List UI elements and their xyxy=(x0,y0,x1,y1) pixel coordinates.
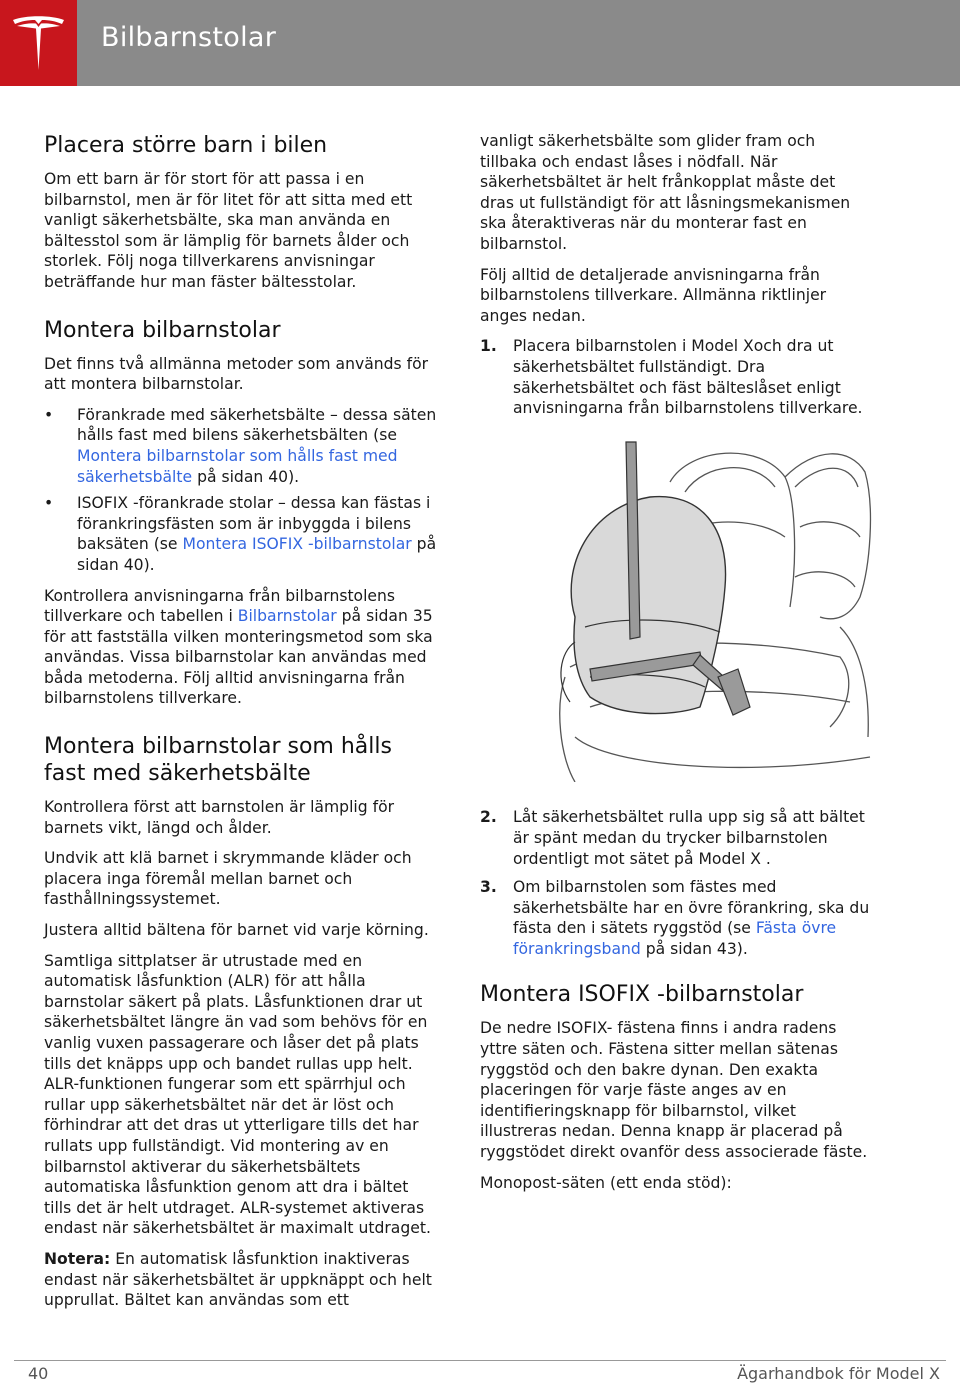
section-title-larger-children: Placera större barn i bilen xyxy=(44,133,328,158)
note-label: Notera: xyxy=(44,1249,111,1268)
child-seat-illustration xyxy=(550,437,875,782)
step-number: 3. xyxy=(480,878,497,897)
step-item: 1. Placera bilbarnstolen i Model Xoch dra ut säkerhetsbältet fullständigt. Dra säkerhetsbältet och fäst bälteslåset enligt anvisningarna från bilbarnstolens tillverkare. xyxy=(480,337,863,418)
page-title: Bilbarnstolar xyxy=(101,22,277,53)
paragraph: Kontrollera först att barnstolen är lämplig för barnets vikt, längd och ålder. xyxy=(44,798,395,837)
link-top-tether[interactable]: Fästa övre förankringsband xyxy=(513,919,837,958)
paragraph: vanligt säkerhetsbälte som glider fram och tillbaka och endast låses i nödfall. När säkerhetsbältet är helt frånkopplat måste det dras ut fullständigt för att låsningsmekanismen ska återaktiveras när du monterar fast en bilbarnstol. xyxy=(480,132,851,253)
paragraph: Undvik att klä barnet i skrymmande kläder och placera inga föremål mellan barnet och fasthållningssystemet. xyxy=(44,849,412,909)
section-title-belt-seats: Montera bilbarnstolar som hålls fast med säkerhetsbälte xyxy=(44,734,392,787)
paragraph: Monopost-säten (ett enda stöd): xyxy=(480,1173,732,1192)
steps-list xyxy=(480,336,872,418)
brand-logo xyxy=(0,0,77,86)
left-column xyxy=(44,128,440,1311)
step-item: 3. Om bilbarnstolen som fästes med säkerhetsbälte har en övre förankring, ska du fästa den i sätets ryggstöd (se Fästa övre förankringsband på sidan 43). xyxy=(480,878,870,958)
paragraph: Justera alltid bältena för barnet vid varje körning. xyxy=(44,921,429,940)
right-column xyxy=(480,131,872,1193)
list-item: • ISOFIX -förankrade stolar – dessa kan fästas i förankringsfästen som är inbyggda i bilens baksäten (se Montera ISOFIX -bilbarnstolar på sidan 40). xyxy=(44,494,437,574)
section-title-isofix: Montera ISOFIX -bilbarnstolar xyxy=(480,982,804,1008)
page-header xyxy=(0,0,960,86)
step-number: 1. xyxy=(480,337,497,356)
paragraph: Det finns två allmänna metoder som används för att montera bilbarnstolar. xyxy=(44,354,429,394)
manual-title: Ägarhandbok för Model X xyxy=(737,1364,940,1383)
step-item: 2. Låt säkerhetsbältet rulla upp sig så att bältet är spänt medan du trycker bilbarnstolen ordentligt mot sätet på Model X . xyxy=(480,808,865,868)
paragraph: Samtliga sittplatser är utrustade med en automatisk låsfunktion (ALR) för att hålla barnstolar säkert på plats. Låsfunktionen drar ut säkerhetsbältet längre än vad som behövs för en vanlig vuxen passagerare och låser det på plats tills det knäpps upp och bandet rullas upp helt. ALR-funktionen fungerar som ett spärrhjul och rullar upp säkerhetsbältet när det är löst och förhindrar att det dras ut ytterligare tills det har rullats upp fullständigt. Vid montering av en bilbarnstol aktiverar du säkerhetsbältets automatiska låsfunktion genom att dra i bältet tills det är helt utdraget. ALR-systemet aktiveras endast när säkerhetsbältet är maximalt utdraget. xyxy=(44,951,431,1238)
footer-divider xyxy=(14,1360,946,1361)
section-title-install-child-seats: Montera bilbarnstolar xyxy=(44,317,281,343)
link-child-seats-table[interactable]: Bilbarnstolar xyxy=(237,607,337,626)
paragraph: Om ett barn är för stort för att passa i en bilbarnstol, men är för litet för att sitta med ett vanligt säkerhetsbälte, ska man använda en bältesstol som är lämplig för barnets ålder och storlek. Följ noga tillverkarens anvisningar beträffande hur man fäster bältesstolar. xyxy=(44,170,413,291)
note-paragraph: Notera: En automatisk låsfunktion inaktiveras endast när säkerhetsbältet är uppknäppt och helt upprullat. Bältet kan användas som ett xyxy=(44,1249,432,1310)
link-belt-seats[interactable]: Montera bilbarnstolar som hålls fast med säkerhetsbälte xyxy=(77,446,398,486)
steps-list-continued xyxy=(480,807,872,959)
tesla-logo-icon xyxy=(11,14,66,72)
bullet-icon: • xyxy=(44,494,54,513)
link-isofix-seats[interactable]: Montera ISOFIX -bilbarnstolar xyxy=(182,535,412,554)
step-number: 2. xyxy=(480,808,497,827)
paragraph: Kontrollera anvisningarna från bilbarnstolens tillverkare och tabellen i Bilbarnstolar på sidan 35 för att fastställa vilken monteringsmetod som ska användas. Vissa bilbarnstolar kan användas med båda metoderna. Följ alltid anvisningarna från bilbarnstolens tillverkare. xyxy=(44,586,433,708)
paragraph: Följ alltid de detaljerade anvisningarna från bilbarnstolens tillverkare. Allmänna riktlinjer anges nedan. xyxy=(480,265,827,325)
paragraph: De nedre ISOFIX- fästena finns i andra radens yttre säten och. Fästena sitter mellan sätenas ryggstöd och den bakre dynan. Den exakta placeringen för varje fäste anges av en identifieringsknapp för bilbarnstol, vilket illustreras nedan. Denna knapp är placerad på ryggstödet direkt ovanför dess associerade fäste. xyxy=(480,1019,868,1162)
list-item: • Förankrade med säkerhetsbälte – dessa säten hålls fast med bilens säkerhetsbälten (se Montera bilbarnstolar som hålls fast med säkerhetsbälte på sidan 40). xyxy=(44,405,437,486)
bullet-icon: • xyxy=(44,405,54,424)
page-number: 40 xyxy=(28,1364,49,1383)
install-methods-list xyxy=(44,405,440,576)
